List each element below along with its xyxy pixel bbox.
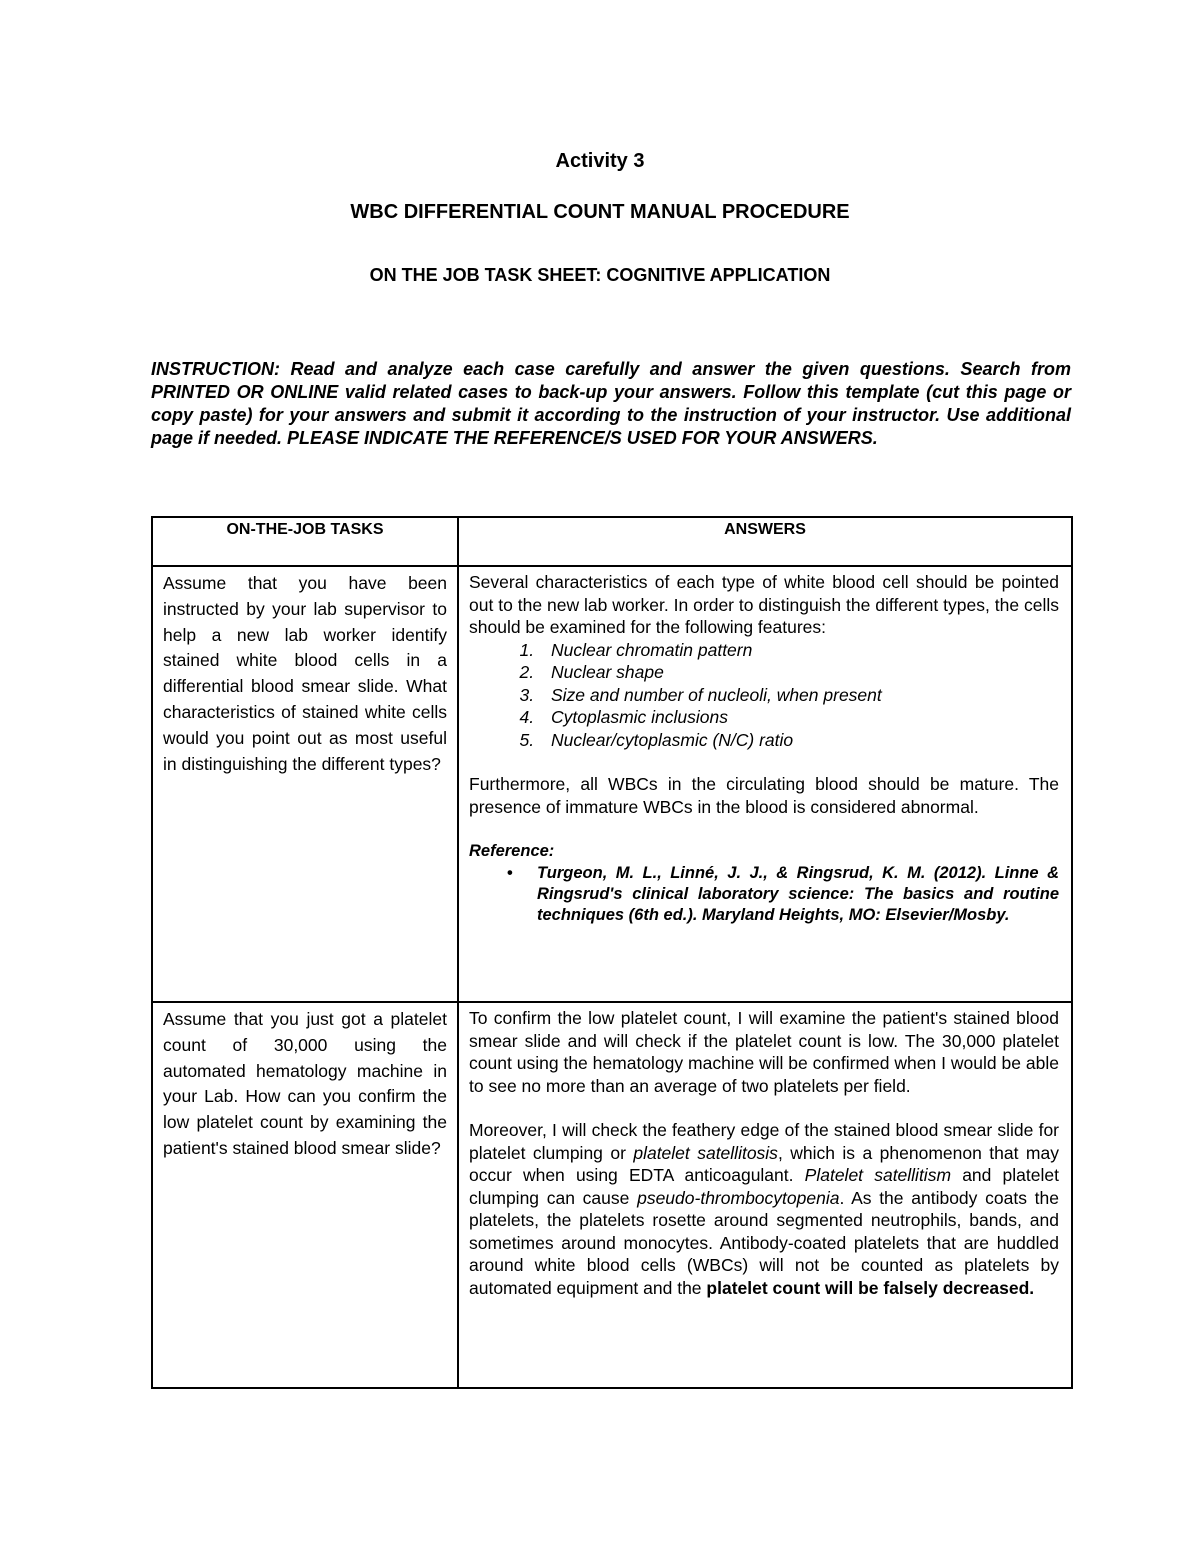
header-answers	[458, 517, 1072, 566]
reference-item	[507, 863, 1059, 926]
answer-intro: Several characteristics of each type of white blood cell should be pointed out to the new lab worker. In order to distinguish the different types, the cells should be examined for the following features:	[469, 572, 1059, 637]
answer-term: pseudo-thrombocytopenia	[637, 1187, 840, 1208]
bullet-icon: •	[507, 863, 513, 882]
table-header-row	[152, 517, 1072, 566]
document-subtitle: ON THE JOB TASK SHEET: COGNITIVE APPLICATION	[369, 265, 831, 285]
list-item: 3. Size and number of nucleoli, when present	[539, 684, 1059, 707]
reference-text: Turgeon, M. L., Linné, J. J., & Ringsrud, K. M. (2012). Linne & Ringsrud's clinical laboratory science: The basics and routine techniques (6th ed.). Maryland Heights, MO: Elsevier/Mosby.	[537, 863, 1059, 924]
list-item: 2. Nuclear shape	[539, 661, 1059, 684]
document-title: WBC DIFFERENTIAL COUNT MANUAL PROCEDURE	[350, 201, 850, 223]
answer-paragraph-1: To confirm the low platelet count, I will examine the patient's stained blood smear slide and will check if the platelet count is low. The 30,000 platelet count using the hematology machine will be confirmed when I would be able to see no more than an average of two platelets per field.	[469, 1008, 1059, 1096]
feature-list	[469, 639, 1059, 752]
task-table	[151, 516, 1073, 1389]
reference-label: Reference:	[469, 842, 555, 860]
answer-emphasis: platelet count will be falsely decreased.	[706, 1277, 1035, 1298]
answer-more: Furthermore, all WBCs in the circulating blood should be mature. The presence of immature WBCs in the blood is considered abnormal.	[469, 774, 1059, 817]
answer-text: , which is a phenomenon that may occur when using EDTA anticoagulant.	[469, 1142, 1059, 1185]
table-row	[152, 566, 1072, 1002]
reference-list	[469, 863, 1059, 926]
task-cell: Assume that you have been instructed by your lab supervisor to help a new lab worker identify stained white blood cells in a differential blood smear slide. What characteristics of stained white cells would you point out as most useful in distinguishing the different types?	[152, 566, 458, 1002]
answer-term: platelet satellitosis	[633, 1142, 778, 1163]
answer-cell	[458, 1002, 1072, 1388]
list-item: 1. Nuclear chromatin pattern	[539, 639, 1059, 662]
table-row	[152, 1002, 1072, 1388]
instruction-paragraph: INSTRUCTION: Read and analyze each case carefully and answer the given questions. Search from PRINTED OR ONLINE valid related cases to back-up your answers. Follow this template (cut this page or copy paste) for your answers and submit it according to the instruction of your instructor. Use additional page if needed. PLEASE INDICATE THE REFERENCE/S USED FOR YOUR ANSWERS.	[151, 359, 1071, 448]
answer-text: Moreover, I will check the feathery edge of the stained blood smear slide for platelet clumping or	[469, 1120, 1059, 1163]
task-cell: Assume that you just got a platelet count of 30,000 using the automated hematology machine in your Lab. How can you confirm the low platelet count by examining the patient's stained blood smear slide?	[152, 1002, 458, 1388]
answer-paragraph-2	[469, 1119, 1059, 1299]
list-item: 5. Nuclear/cytoplasmic (N/C) ratio	[539, 729, 1059, 752]
header-tasks-label: ON-THE-JOB TASKS	[226, 521, 384, 538]
answer-cell	[458, 566, 1072, 1002]
activity-label: Activity 3	[555, 150, 645, 172]
list-item: 4. Cytoplasmic inclusions	[539, 706, 1059, 729]
answer-term: Platelet satellitism	[804, 1165, 952, 1185]
answer-text: and platelet clumping can cause	[469, 1165, 1059, 1208]
header-tasks	[152, 517, 458, 566]
answer-text: . As the antibody coats the platelets, the platelets rosette around segmented neutrophils, bands, and sometimes around monocytes. Antibody-coated platelets that are huddled around white blood cells (WBCs) will not be counted as platelets by automated equipment and the	[469, 1187, 1059, 1298]
header-answers-label: ANSWERS	[724, 521, 806, 538]
